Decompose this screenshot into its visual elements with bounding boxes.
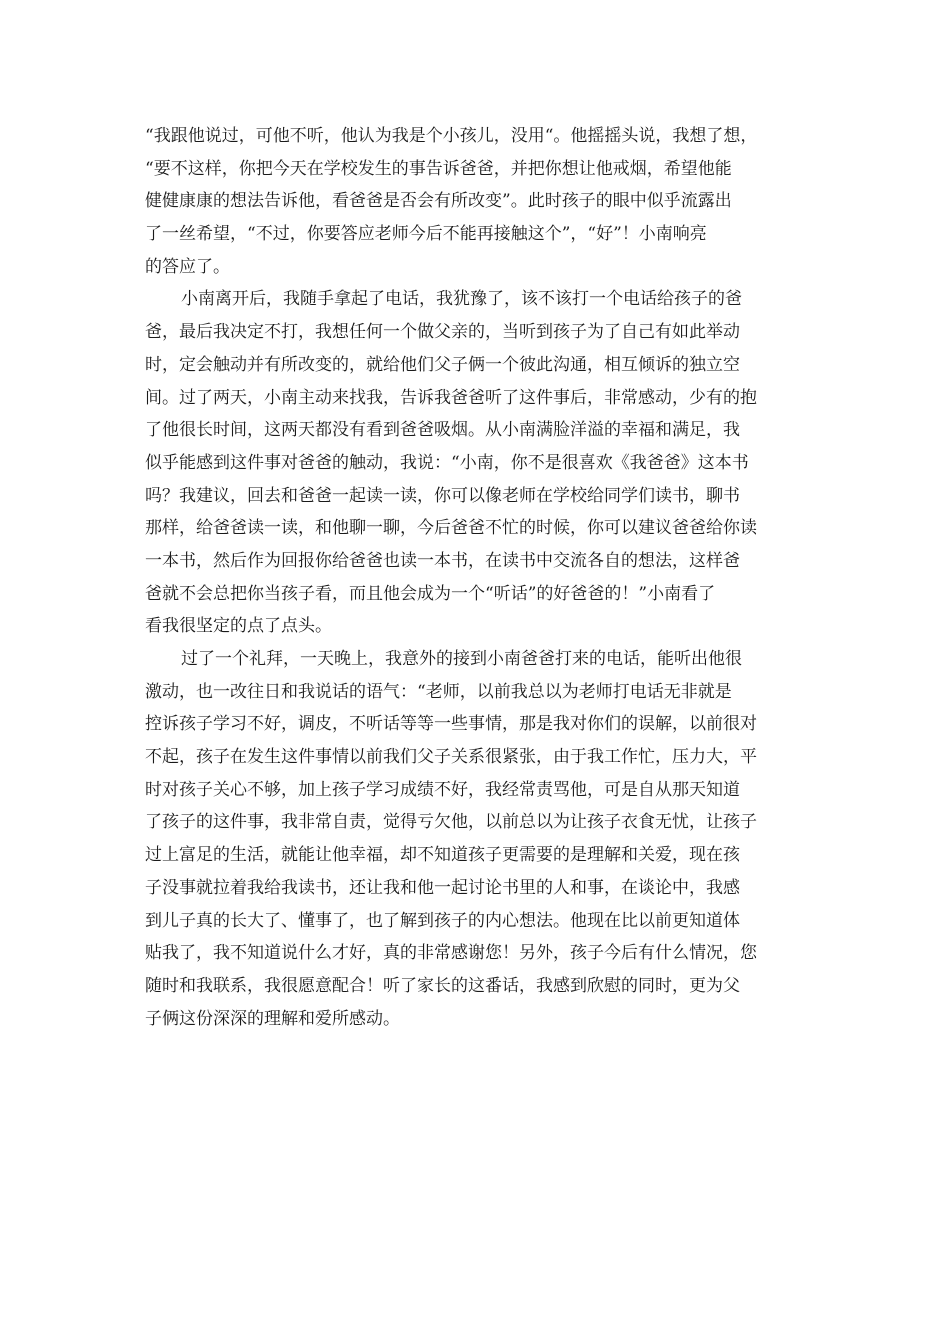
text-line: 子俩这份深深的理解和爱所感动。	[145, 1008, 400, 1029]
text-line: 了孩子的这件事，我非常自责，觉得亏欠他，以前总以为让孩子衣食无忧，让孩子	[145, 812, 757, 833]
text-line: 过了一个礼拜，一天晚上，我意外的接到小南爸爸打来的电话，能听出他很	[181, 649, 742, 669]
text-line: 时，定会触动并有所改变的，就给他们父子俩一个彼此沟通，相互倾诉的独立空	[145, 354, 740, 375]
text-line: 贴我了，我不知道说什么才好，真的非常感谢您！另外，孩子今后有什么情况，您	[145, 943, 757, 964]
text-line: 了一丝希望，“不过，你要答应老师今后不能再接触这个”，“好”！小南响亮	[145, 224, 707, 245]
text-line: 控诉孩子学习不好，调皮，不听话等等一些事情，那是我对你们的误解，以前很对	[145, 714, 757, 735]
paragraph-1	[145, 120, 809, 283]
paragraph-3	[145, 643, 809, 1035]
text-line: 了他很长时间，这两天都没有看到爸爸吸烟。从小南满脸洋溢的幸福和满足，我	[145, 420, 740, 441]
text-line: 子没事就拉着我给我读书，还让我和他一起讨论书里的人和事，在谈论中，我感	[145, 877, 740, 898]
text-line: 的答应了。	[145, 256, 230, 277]
text-line: 激动，也一改往日和我说话的语气：“老师，以前我总以为老师打电话无非就是	[145, 681, 732, 702]
text-line: 到儿子真的长大了、懂事了，也了解到孩子的内心想法。他现在比以前更知道体	[145, 910, 740, 931]
text-line: 似乎能感到这件事对爸爸的触动，我说：“小南，你不是很喜欢《我爸爸》这本书	[145, 452, 749, 473]
text-line: 间。过了两天，小南主动来找我，告诉我爸爸听了这件事后，非常感动，少有的抱	[145, 387, 757, 408]
text-line: “我跟他说过，可他不听，他认为我是个小孩儿，没用“。他摇摇头说，我想了想，	[145, 126, 758, 146]
text-line: 不起，孩子在发生这件事情以前我们父子关系很紧张，由于我工作忙，压力大，平	[145, 747, 757, 768]
text-line: 那样，给爸爸读一读，和他聊一聊，今后爸爸不忙的时候，你可以建议爸爸给你读	[145, 518, 757, 539]
document-body	[145, 120, 809, 1035]
text-line: 爸，最后我决定不打，我想任何一个做父亲的，当听到孩子为了自己有如此举动	[145, 322, 740, 343]
paragraph-2	[145, 283, 809, 643]
text-line: 时对孩子关心不够，加上孩子学习成绩不好，我经常责骂他，可是自从那天知道	[145, 779, 740, 800]
text-line: 过上富足的生活，就能让他幸福，却不知道孩子更需要的是理解和关爱，现在孩	[145, 845, 740, 866]
text-line: 看我很坚定的点了点头。	[145, 616, 332, 637]
text-line: 健健康康的想法告诉他，看爸爸是否会有所改变”。此时孩子的眼中似乎流露出	[145, 191, 732, 212]
text-line: 小南离开后，我随手拿起了电话，我犹豫了，该不该打一个电话给孩子的爸	[181, 289, 742, 310]
text-line: 吗？我建议，回去和爸爸一起读一读，你可以像老师在学校给同学们读书，聊书	[145, 485, 740, 506]
text-line: 随时和我联系，我很愿意配合！听了家长的这番话，我感到欣慰的同时，更为父	[145, 975, 740, 996]
text-line: “要不这样，你把今天在学校发生的事告诉爸爸，并把你想让他戒烟，希望他能	[145, 158, 732, 179]
text-line: 爸就不会总把你当孩子看，而且他会成为一个“听话”的好爸爸的！”小南看了	[145, 583, 716, 604]
text-line: 一本书，然后作为回报你给爸爸也读一本书，在读书中交流各自的想法，这样爸	[145, 550, 740, 571]
